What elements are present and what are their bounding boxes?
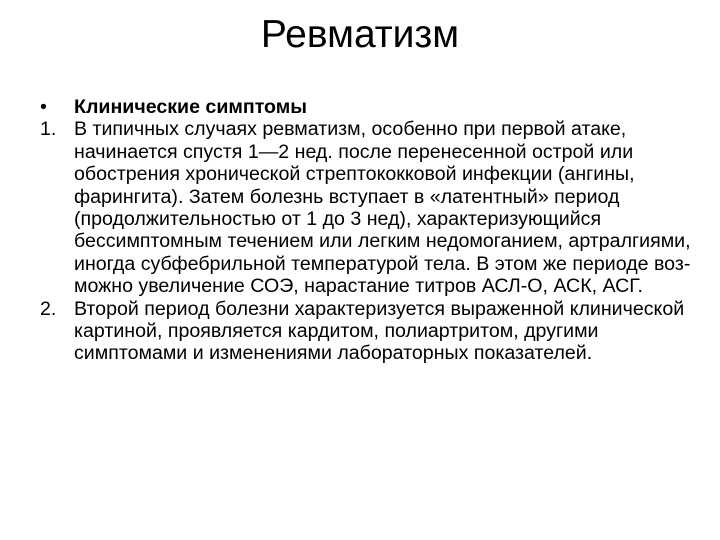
slide-body: [40, 96, 712, 365]
bullet-heading: [40, 96, 712, 118]
list-item-2: [40, 298, 712, 365]
slide-title: Ревматизм: [260, 13, 460, 56]
list-number-1: 1.: [40, 118, 57, 141]
list-item-1: [40, 118, 712, 297]
heading-text: Клинические симптомы: [74, 96, 307, 118]
list-number-2: 2.: [40, 297, 57, 320]
list-item-2-text: Второй период болезни характеризуется выраженной клинической картиной, проявляется кардитом, полиартритом, другими симптомами и изменениями лабораторных показателей.: [74, 297, 685, 365]
bullet-marker: •: [40, 96, 47, 118]
list-item-1-text: В типичных случаях ревматизм, особенно при первой атаке, начинается спустя 1—2 нед. после перенесенной острой или обострения хронической стрептококковой инфекции (ангины, фарингита). Затем болезнь вступает в «латентный» период (продолжительностью от 1 до 3 нед), характеризующийся бессимптомным течением или легким недомоганием, артралгиями, иногда субфебрильной температурой тела. В этом же периоде воз-можно увеличение СОЭ, нарастание титров АСЛ-О, АСК, АСГ.: [74, 118, 691, 298]
